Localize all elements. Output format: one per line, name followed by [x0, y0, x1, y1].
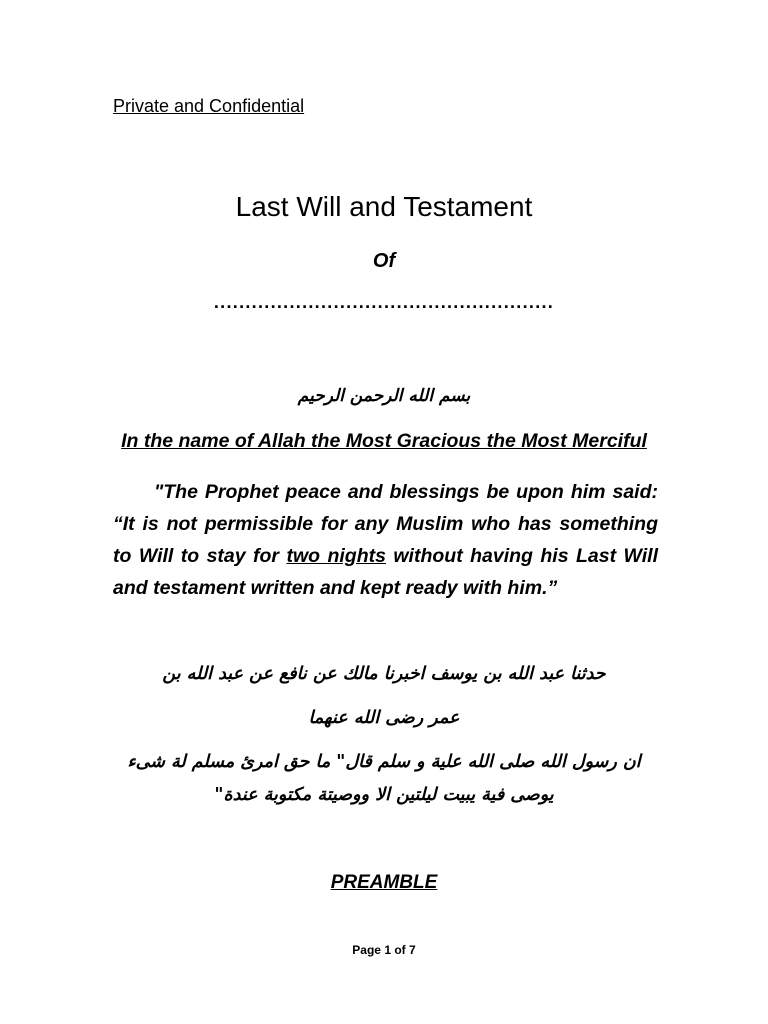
basmala-arabic: بسم الله الرحمن الرحيم — [297, 386, 471, 406]
hadith-line-3-end: without having his Last Will — [385, 545, 658, 567]
hadith-arabic-line-4: يوصى فية يبيت ليلتين الا ووصيتة مكتوبة عندة" — [214, 785, 554, 805]
page-label: Page — [352, 943, 381, 957]
hadith-english — [113, 476, 658, 604]
page-number — [0, 943, 768, 957]
basmala-english: In the name of Allah the Most Gracious the Most Merciful — [121, 430, 647, 452]
document-title: Last Will and Testament — [235, 191, 533, 222]
two-nights-emphasis: two nights — [286, 545, 386, 567]
testator-name-blank: ...................................................... — [213, 292, 555, 312]
hadith-line-3-start: to Will to stay for — [113, 545, 287, 567]
title-of: Of — [372, 250, 396, 272]
page-total: 7 — [409, 943, 416, 957]
hadith-arabic-line-2: عمر رضى الله عنهما — [308, 708, 460, 728]
confidential-label: Private and Confidential — [113, 96, 305, 116]
hadith-arabic-line-1: حدثنا عبد الله بن يوسف اخبرنا مالك عن نافع عن عبد الله بن — [162, 664, 606, 684]
page-current: 1 — [384, 943, 391, 957]
hadith-line-3 — [113, 540, 658, 572]
hadith-line-2: “It is not permissible for any Muslim who has something — [113, 513, 658, 535]
hadith-arabic-line-3: ان رسول الله صلى الله علية و سلم قال" ما حق امرئ مسلم لة شىء — [127, 752, 641, 772]
hadith-line-4: and testament written and kept ready with him.” — [113, 577, 558, 599]
hadith-line-1: "The Prophet peace and blessings be upon him said: — [154, 481, 658, 503]
section-heading: PREAMBLE — [330, 872, 438, 893]
page-of: of — [394, 943, 406, 957]
